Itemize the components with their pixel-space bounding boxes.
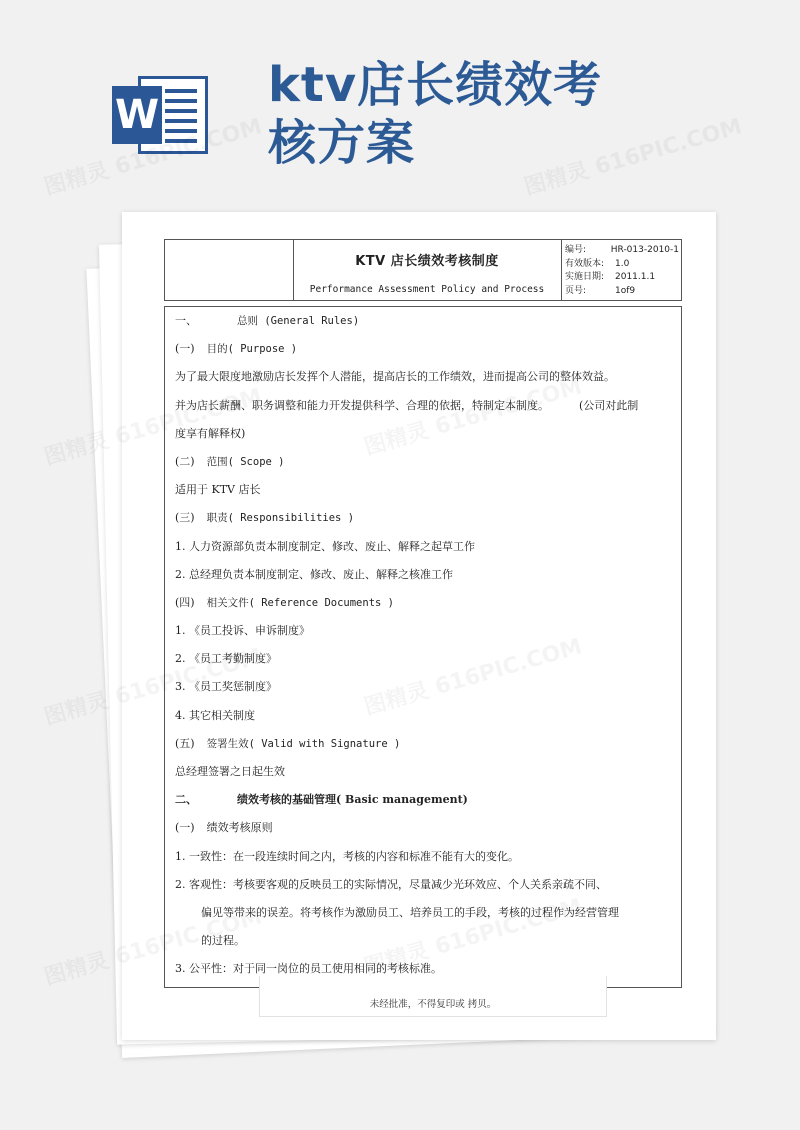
subsection-number: (四): [175, 595, 195, 609]
banner-title: ktv店长绩效考核方案: [268, 57, 603, 171]
subsection-heading: [175, 589, 673, 617]
list-item: 3. 公平性：对于同一岗位的员工使用相同的考核标准。: [175, 962, 442, 976]
subsection-title: 目的( Purpose ): [206, 343, 298, 356]
meta-value: HR-013-2010-1: [610, 245, 679, 255]
list-item: 1. 人力资源部负责本制度制定、修改、废止、解释之起草工作: [175, 539, 475, 553]
meta-row: [565, 258, 679, 272]
list-item-continuation: 的过程。: [201, 934, 245, 948]
body-text: 总经理签署之日起生效: [175, 765, 285, 778]
meta-label: 编号:: [565, 245, 587, 255]
subsection-heading: [175, 814, 673, 842]
subsection-heading: [175, 335, 673, 363]
section-number: 二、: [175, 793, 197, 807]
list-item: 4. 其它相关制度: [175, 708, 255, 722]
subsection-title: 相关文件( Reference Documents ): [206, 596, 394, 609]
list-item: 2. 《员工考勤制度》: [175, 652, 277, 666]
list-item: 1. 一致性：在一段连续时间之内，考核的内容和标准不能有大的变化。: [175, 849, 519, 863]
document-header-table: [164, 239, 682, 301]
header-logo-cell: [165, 240, 294, 300]
subsection-number: (一): [175, 821, 195, 835]
header-meta-cell: [565, 244, 679, 298]
section-number: 一、: [175, 314, 197, 327]
subsection-heading: [175, 730, 673, 758]
footer-box: [259, 976, 607, 1017]
section-title: 总则 (General Rules): [237, 315, 360, 327]
list-item: 2. 客观性：考核要客观的反映员工的实际情况，尽量减少光环效应、个人关系亲疏不同、: [175, 877, 607, 891]
subsection-heading: [175, 504, 673, 532]
meta-label: 有效版本:: [565, 258, 605, 269]
footer-note: 未经批准，不得复印或 拷贝。: [369, 999, 497, 1010]
meta-value: 1of9: [615, 285, 636, 296]
section-title: 绩效考核的基础管理( Basic management): [237, 793, 468, 807]
body-text-segment: 并为店长薪酬、职务调整和能力开发提供科学、合理的依据，特制定本制度。: [175, 398, 549, 412]
subsection-number: (三): [175, 511, 195, 525]
subsection-title: 职责( Responsibilities ): [206, 512, 355, 525]
meta-row: [565, 244, 679, 258]
list-item-continuation: 偏见等带来的误差。将考核作为激励员工、培养员工的手段，考核的过程作为经营管理: [201, 905, 619, 919]
subsection-heading: [175, 448, 673, 476]
section-heading: [175, 786, 673, 814]
list-item: 3. 《员工奖惩制度》: [175, 680, 277, 694]
meta-label: 实施日期:: [565, 272, 605, 282]
word-document-icon: [112, 72, 212, 158]
body-content: [175, 307, 673, 984]
meta-label: 页号:: [565, 285, 587, 296]
header-title-cn: KTV 店长绩效考核制度: [355, 254, 499, 269]
meta-row: [565, 271, 679, 285]
body-text: [175, 392, 673, 420]
body-text: 适用于 KTV 店长: [175, 483, 261, 497]
meta-row: [565, 285, 679, 299]
list-item: 1. 《员工投诉、申诉制度》: [175, 624, 310, 638]
subsection-title: 绩效考核原则: [206, 821, 273, 835]
document-page: [122, 212, 716, 1040]
subsection-number: (五): [175, 736, 195, 750]
list-item: 2. 总经理负责本制度制定、修改、废止、解释之核准工作: [175, 567, 453, 581]
subsection-title: 签署生效( Valid with Signature ): [206, 737, 401, 750]
meta-value: 2011.1.1: [615, 272, 656, 282]
header-title-cell: [293, 240, 562, 300]
document-body: [164, 306, 682, 988]
subsection-title: 范围( Scope ): [206, 455, 285, 468]
subsection-number: (一): [175, 342, 195, 356]
subsection-number: (二): [175, 454, 195, 468]
body-text: 度享有解释权): [175, 426, 246, 440]
word-letter-tile: W: [112, 86, 162, 144]
meta-value: 1.0: [615, 258, 630, 269]
body-text-segment: (公司对此制: [579, 398, 639, 412]
header-title-en: Performance Assessment Policy and Process: [309, 284, 545, 295]
section-heading: [175, 307, 673, 335]
body-text: 为了最大限度地激励店长发挥个人潜能，提高店长的工作绩效，进而提高公司的整体效益。: [175, 370, 615, 384]
